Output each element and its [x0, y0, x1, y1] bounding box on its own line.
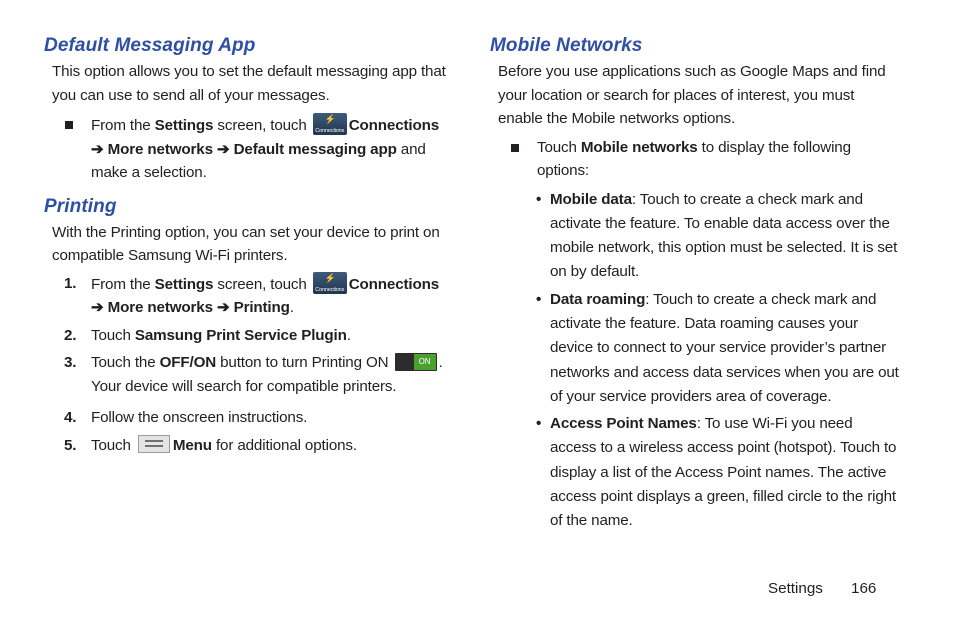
printing-step-2: 2. Touch Samsung Print Service Plugin. — [64, 326, 351, 344]
on-off-toggle-icon: ON — [395, 353, 437, 371]
default-messaging-instruction: From the Settings screen, touch ⚡ Connections Connections ➔ More networks ➔ Default messaging app and make a selection. — [44, 113, 454, 185]
heading-printing: Printing — [44, 195, 117, 217]
left-column — [44, 34, 454, 457]
right-column — [490, 34, 900, 534]
square-bullet-icon — [65, 121, 73, 129]
mobile-networks-intro: Before you use applications such as Google Maps and find your location or search for places of interest, you must enable the Mobile networks options. — [498, 63, 886, 127]
footer-section-name: Settings — [768, 580, 823, 597]
mobile-networks-instruction: Touch Mobile networks to display the following options: — [490, 136, 900, 183]
square-bullet-icon — [511, 144, 519, 152]
heading-default-messaging-app: Default Messaging App — [44, 35, 256, 56]
heading-mobile-networks: Mobile Networks — [490, 35, 643, 56]
connections-app-icon: ⚡ Connections — [313, 272, 347, 294]
menu-key-icon — [138, 435, 170, 453]
page-number: 166 — [851, 580, 877, 597]
list-item-mobile-data: • Mobile data: Touch to create a check mark and activate the feature. To enable data access over the mobile network, this option must be selected. It is set on by default. — [536, 190, 898, 281]
printing-step-1: 1. From the Settings screen, touch ⚡ Connections Connections ➔ More networks ➔ Printing. — [64, 272, 440, 316]
printing-step-5: 5. Touch Menu for additional options. — [64, 436, 357, 454]
printing-intro: With the Printing option, you can set your device to print on compatible Samsung Wi-Fi printers. — [52, 223, 440, 264]
printing-step-3: 3. Touch the OFF/ON button to turn Printing ON ON . Your device will search for compatible printers. — [64, 354, 443, 395]
default-messaging-intro: This option allows you to set the default messaging app that you can use to send all of your messages. — [52, 63, 446, 104]
connections-app-icon: ⚡ Connections — [313, 113, 347, 135]
printing-step-4: 4. Follow the onscreen instructions. — [64, 409, 308, 426]
list-item-access-point-names: • Access Point Names: To use Wi-Fi you need access to a wireless access point (hotspot). Touch to display a list of the Access Point names. The active access point displays a green, filled circle to the right of the name. — [536, 415, 897, 530]
list-item-data-roaming: • Data roaming: Touch to create a check mark and activate the feature. Data roaming causes your device to connect to your service provider’s partner networks and access data services when you are out of your service providers area of coverage. — [536, 290, 899, 405]
